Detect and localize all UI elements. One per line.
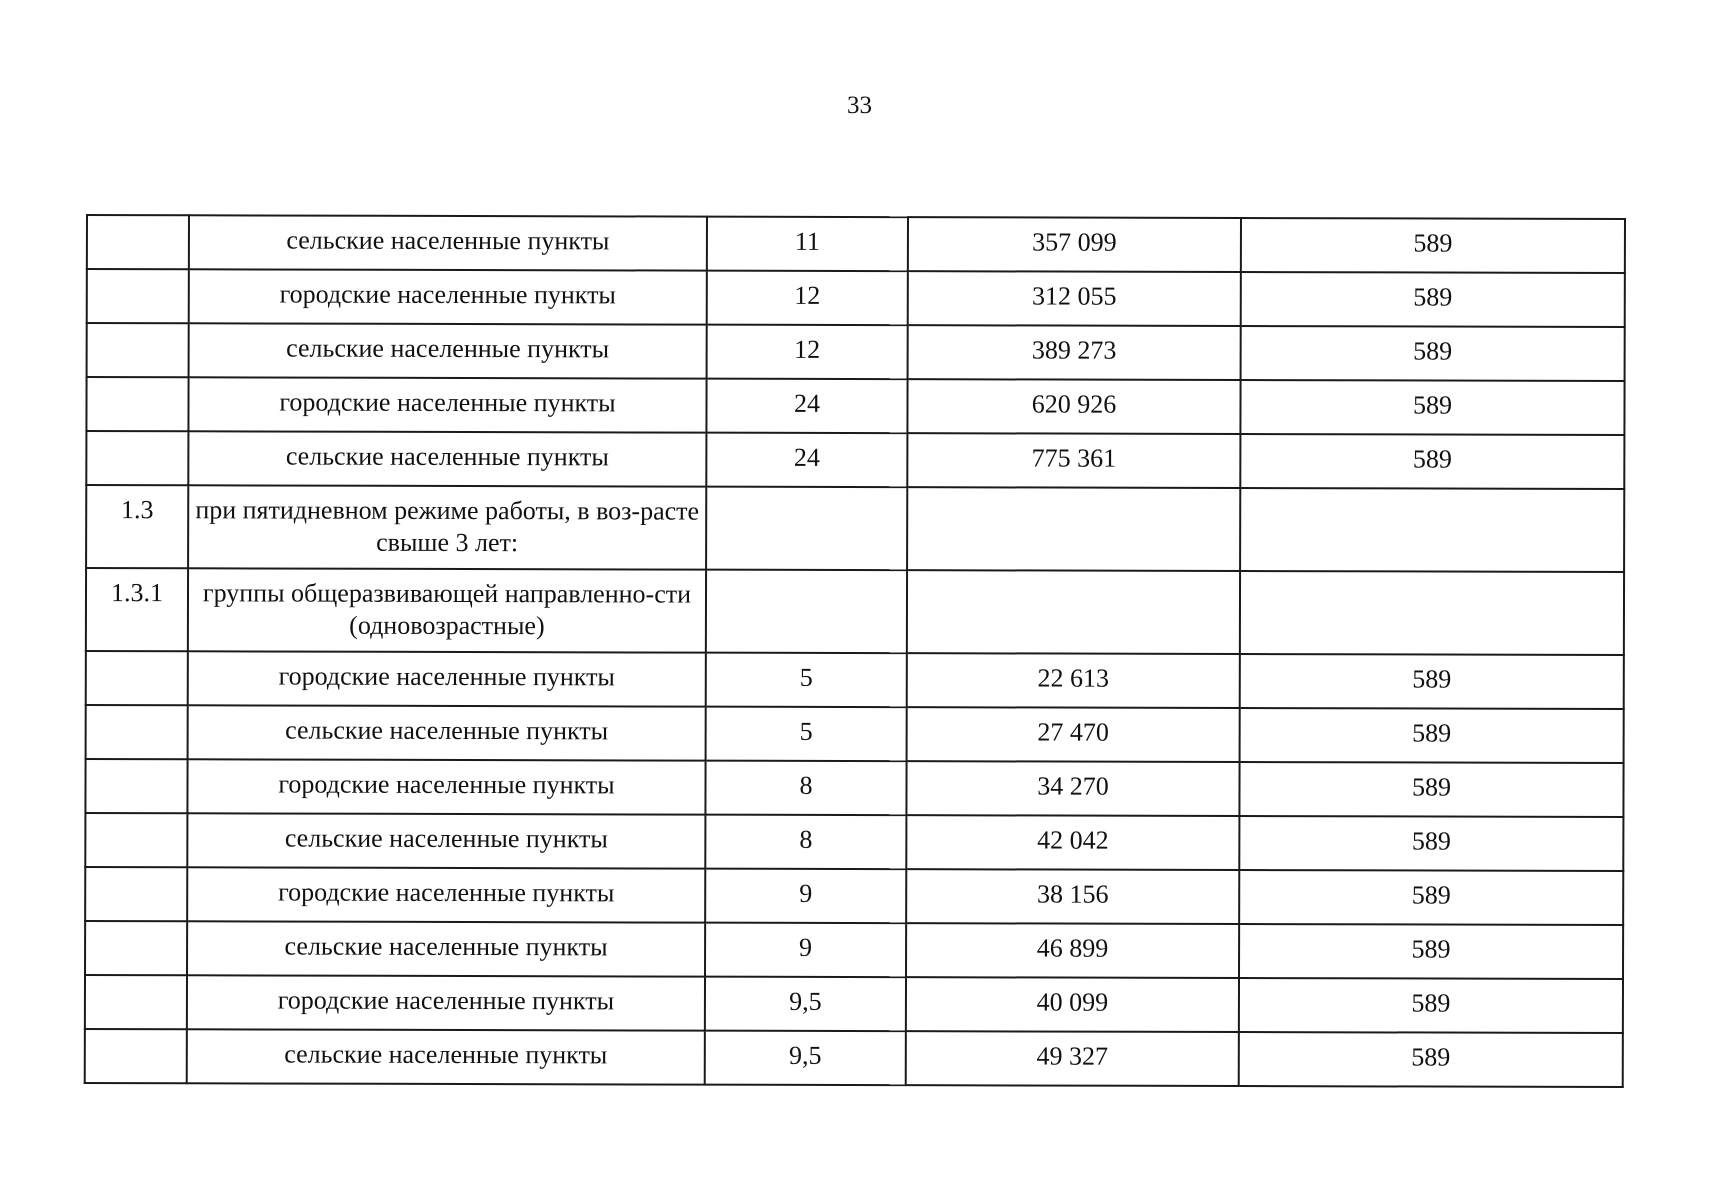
row-label: городские населенные пункты: [187, 867, 705, 922]
table-row: [87, 269, 1625, 327]
row-code: 589: [1240, 708, 1624, 763]
row-number: [86, 431, 188, 485]
row-number: [85, 975, 187, 1029]
row-number: [86, 651, 188, 705]
row-number: [87, 215, 189, 269]
section-number: 1.3: [86, 485, 188, 568]
row-hours: 9,5: [705, 977, 906, 1032]
table-row: [85, 921, 1623, 979]
table-row: [85, 1029, 1623, 1087]
row-hours: 5: [706, 707, 907, 762]
row-hours: 24: [706, 379, 907, 434]
row-amount: 357 099: [908, 217, 1241, 272]
row-amount: 620 926: [907, 379, 1240, 434]
row-number: [85, 813, 187, 867]
row-label: городские населенные пункты: [187, 759, 705, 814]
table-row: [86, 377, 1624, 435]
row-label: сельские населенные пункты: [188, 431, 706, 486]
page-number: 33: [847, 92, 872, 119]
table-row: [85, 813, 1623, 871]
row-code: 589: [1239, 978, 1623, 1033]
row-hours: 12: [707, 271, 908, 326]
row-hours: 5: [706, 653, 907, 708]
row-code: 589: [1241, 272, 1625, 327]
row-number: [86, 705, 188, 759]
row-amount: [907, 487, 1240, 571]
table-row: [86, 651, 1624, 709]
tariff-table: [84, 214, 1626, 1088]
row-amount: 775 361: [907, 433, 1240, 488]
row-number: [85, 1029, 187, 1083]
section-number: 1.3.1: [86, 568, 188, 651]
row-amount: 40 099: [906, 977, 1239, 1032]
row-label: сельские населенные пункты: [188, 705, 706, 760]
row-number: [85, 921, 187, 975]
section-row: [86, 485, 1624, 572]
row-number: [87, 323, 189, 377]
table-row: [86, 705, 1624, 763]
section-label: при пятидневном режиме работы, в воз-раcте свыше 3 лет:: [188, 485, 706, 569]
row-amount: 38 156: [906, 869, 1239, 924]
row-label: сельские населенные пункты: [189, 215, 707, 270]
row-code: 589: [1240, 380, 1624, 435]
row-hours: 12: [707, 325, 908, 380]
row-hours: 8: [705, 761, 906, 816]
row-code: 589: [1239, 924, 1623, 979]
row-code: 589: [1241, 326, 1625, 381]
row-number: [85, 867, 187, 921]
row-hours: 24: [706, 433, 907, 488]
row-label: городские населенные пункты: [188, 377, 706, 432]
row-code: 589: [1239, 1032, 1623, 1087]
row-amount: 312 055: [908, 271, 1241, 326]
row-number: [86, 377, 188, 431]
row-label: сельские населенные пункты: [187, 1029, 705, 1084]
row-amount: 27 470: [907, 707, 1240, 762]
table-row: [85, 759, 1623, 817]
row-code: [1240, 488, 1624, 572]
row-code: 589: [1240, 434, 1624, 489]
row-hours: 8: [705, 815, 906, 870]
row-code: [1240, 571, 1624, 655]
row-amount: 389 273: [908, 325, 1241, 380]
row-label: сельские населенные пункты: [187, 813, 705, 868]
table-row: [87, 215, 1625, 273]
row-label: городские населенные пункты: [188, 651, 706, 706]
row-label: сельские населенные пункты: [189, 323, 707, 378]
row-amount: 22 613: [907, 653, 1240, 708]
table-row: [87, 323, 1625, 381]
section-label: группы общеразвивающей направленно-сти (одновозрастные): [188, 568, 706, 652]
row-code: 589: [1239, 870, 1623, 925]
section-row: [86, 568, 1624, 655]
row-amount: 34 270: [906, 761, 1239, 816]
row-hours: [706, 487, 907, 571]
table-row: [85, 867, 1623, 925]
row-label: городские населенные пункты: [189, 269, 707, 324]
row-hours: 9: [705, 923, 906, 978]
row-label: городские населенные пункты: [187, 975, 705, 1030]
row-amount: 46 899: [906, 923, 1239, 978]
row-label: сельские населенные пункты: [187, 921, 705, 976]
table-row: [85, 975, 1623, 1033]
row-code: 589: [1239, 762, 1623, 817]
row-amount: [907, 570, 1240, 654]
row-hours: [706, 570, 907, 654]
row-number: [85, 759, 187, 813]
row-code: 589: [1240, 654, 1624, 709]
row-hours: 9,5: [705, 1031, 906, 1086]
table-row: [86, 431, 1624, 489]
row-amount: 42 042: [906, 815, 1239, 870]
row-code: 589: [1239, 816, 1623, 871]
row-amount: 49 327: [906, 1031, 1239, 1086]
row-hours: 9: [705, 869, 906, 924]
row-hours: 11: [707, 217, 908, 272]
row-code: 589: [1241, 218, 1625, 273]
row-number: [87, 269, 189, 323]
